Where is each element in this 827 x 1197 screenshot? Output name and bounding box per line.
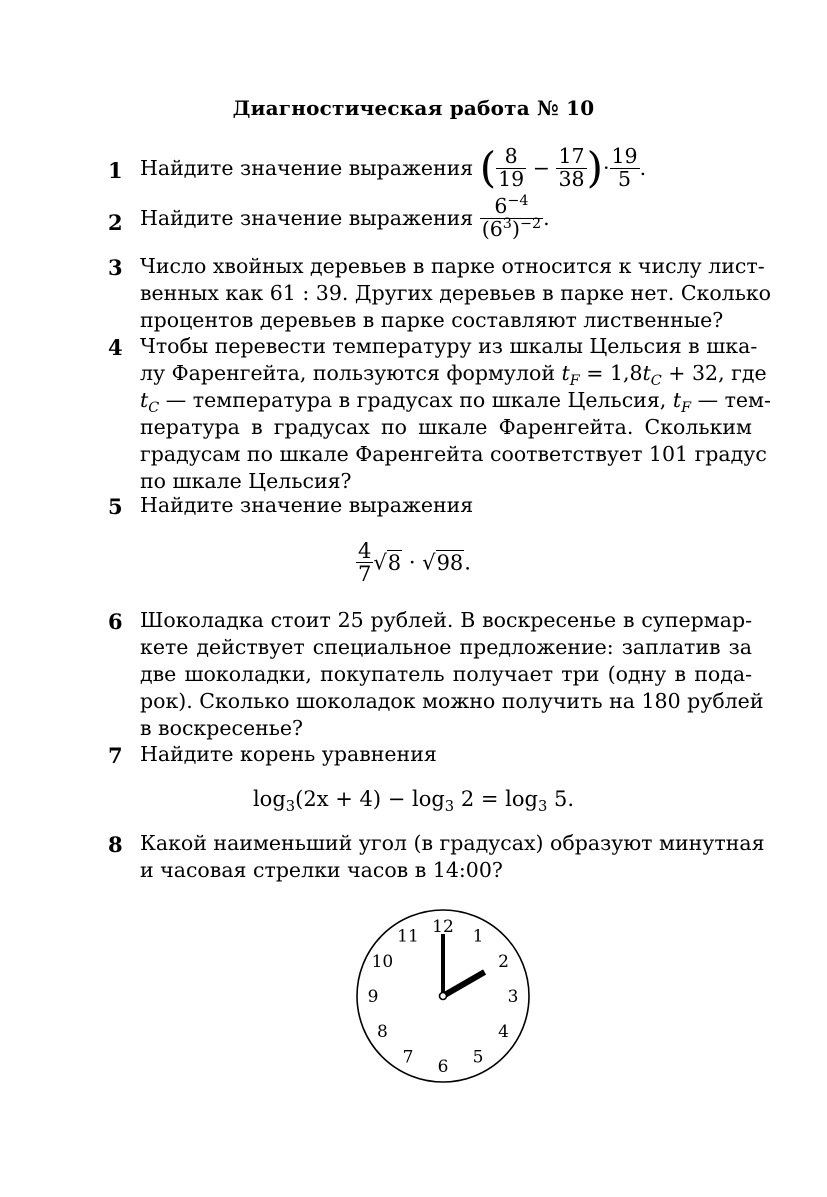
fraction-a [496, 146, 526, 190]
problem-3-line-1: Число хвойных деревьев в парке относится к числу лист- [140, 254, 765, 278]
problem-4-line-3-end: — тем- [697, 388, 771, 412]
p2-den-base: 6 [489, 216, 503, 241]
problem-1-text: Найдите значение выражения [140, 156, 474, 181]
problem-8-number: 8 [108, 832, 123, 857]
problem-4-line-3 [140, 388, 771, 417]
p2-den-exp: −2 [519, 215, 542, 232]
dot-sign: · [402, 550, 423, 575]
problem-7-number: 7 [108, 743, 123, 768]
problem-8-line-1: Какой наименьший угол (в градусах) образуют минутная [140, 831, 765, 855]
clock-number: 4 [498, 1022, 510, 1042]
problem-7-text: Найдите корень уравнения [140, 742, 437, 766]
page-title: Диагностическая работа № 10 [232, 96, 595, 120]
clock-number: 11 [397, 926, 419, 947]
var-t: t [642, 361, 651, 385]
formula-fahrenheit [561, 361, 719, 390]
formula-plus: + 32 [661, 361, 719, 385]
log-2-base: 3 [444, 798, 455, 816]
problem-6-line-1: Шоколадка стоит 25 рублей. В воскресенье в супермар- [140, 608, 752, 632]
problem-1-number: 1 [108, 158, 123, 183]
problem-4-line-2-text: лу Фаренгейта, пользуются формулой [140, 361, 555, 385]
var-t: t [140, 388, 149, 412]
clock-number: 7 [402, 1047, 414, 1068]
problem-6-line-3: две шоколадки, покупатель получает три (одну в пода- [140, 662, 752, 686]
clock-center [440, 993, 447, 1000]
problem-4-number: 4 [108, 335, 123, 360]
var-t: t [561, 361, 570, 385]
problem-4-line-2-end: , где [718, 361, 767, 385]
problem-6-line-5: в воскресенье? [140, 716, 304, 740]
clock-number: 8 [376, 1022, 388, 1042]
problem-6-line-4: рок). Сколько шоколадок можно получить на 180 рублей [140, 689, 764, 713]
problem-4-line-1: Чтобы перевести температуру из шкалы Цельсия в шка- [140, 334, 758, 358]
hour-hand [443, 972, 485, 996]
clock-number: 3 [507, 987, 519, 1007]
problem-3-number: 3 [108, 255, 123, 280]
minus-sign: − [532, 156, 550, 181]
problem-5-text: Найдите значение выражения [140, 493, 474, 517]
clock-number: 1 [472, 926, 484, 947]
sqrt-2-arg: 98 [436, 550, 464, 575]
fraction-b-den: 38 [558, 166, 585, 191]
log-1: log [252, 787, 286, 811]
problem-3-line-3: процентов деревьев в парке составляют лиственные? [140, 308, 724, 332]
fraction-c-den: 5 [610, 168, 640, 191]
fraction-p5 [356, 540, 373, 585]
problem-6-line-2: кете действует специальное предложение: заплатив за [140, 635, 752, 659]
problem-4-line-5: градусам по шкале Фаренгейта соответствует 101 градус [140, 442, 767, 466]
sub-F: F [681, 400, 692, 417]
sqrt-1-arg: 8 [387, 550, 402, 575]
clock-number: 2 [498, 952, 510, 972]
log-1-base: 3 [285, 798, 296, 816]
fraction-a-num: 8 [504, 144, 518, 168]
clock-number: 10 [371, 952, 394, 972]
fraction-p5-num: 4 [358, 539, 372, 563]
problem-8-line-2: и часовая стрелки часов в 14:00? [140, 858, 503, 882]
problem-1-line [140, 143, 647, 193]
clock-figure [355, 908, 531, 1084]
p2-num-exp: −4 [507, 193, 529, 210]
p2-num-base: 6 [494, 194, 508, 218]
clock-number: 6 [437, 1057, 449, 1077]
period: . [639, 156, 647, 181]
sqrt-1: √8 [373, 550, 402, 575]
fraction-p2-den: $(6^3)^{-2}$ [481, 215, 542, 241]
fraction-c [610, 146, 640, 190]
problem-5-number: 5 [108, 494, 123, 519]
problem-4-line-6: по шкале Цельсия? [140, 469, 352, 493]
fraction-b-num: 17 [558, 144, 585, 168]
left-paren: ( [479, 143, 497, 193]
period: . [543, 206, 550, 231]
log-arg-1: (2x + 4) − log [295, 787, 445, 811]
problem-2-text: Найдите значение выражения [140, 206, 474, 231]
clock-number: 5 [472, 1047, 484, 1068]
fraction-b [556, 146, 586, 190]
problem-5-formula [0, 540, 827, 585]
problem-4-line-4: пература в градусах по шкале Фаренгейта. Скольким [140, 415, 752, 439]
clock-number: 9 [367, 987, 379, 1007]
problem-7-formula [0, 787, 827, 816]
problem-2-number: 2 [108, 210, 123, 235]
problem-4-line-3-text: — температура в градусах по шкале Цельсия, [165, 388, 667, 412]
period: . [464, 550, 471, 575]
sub-F: F [569, 373, 580, 390]
log-arg-2: 2 = log [454, 787, 538, 811]
p2-den-inner-exp: 3 [502, 215, 512, 232]
problem-3-line-2: венных как 61 : 39. Других деревьев в парке нет. Сколько [140, 281, 772, 305]
clock-number: 12 [432, 917, 454, 937]
right-paren: ) [586, 143, 603, 193]
log-arg-3: 5. [547, 787, 575, 811]
problem-2-line [140, 193, 550, 241]
var-t: t [672, 388, 682, 412]
formula-eq: = 1,8 [579, 361, 643, 385]
sub-C: C [650, 373, 662, 390]
sqrt-2: √98 [422, 550, 464, 575]
fraction-p2-num [480, 193, 543, 218]
fraction-a-den: 19 [498, 166, 525, 191]
log-3-base: 3 [537, 798, 548, 816]
fraction-p2 [480, 193, 543, 241]
problem-4-line-2 [140, 361, 767, 390]
problem-6-number: 6 [108, 609, 123, 634]
fraction-c-num: 19 [611, 144, 638, 168]
sub-C: C [148, 400, 160, 417]
fraction-p5-den: 7 [358, 562, 372, 587]
dot-sign: · [602, 156, 610, 181]
